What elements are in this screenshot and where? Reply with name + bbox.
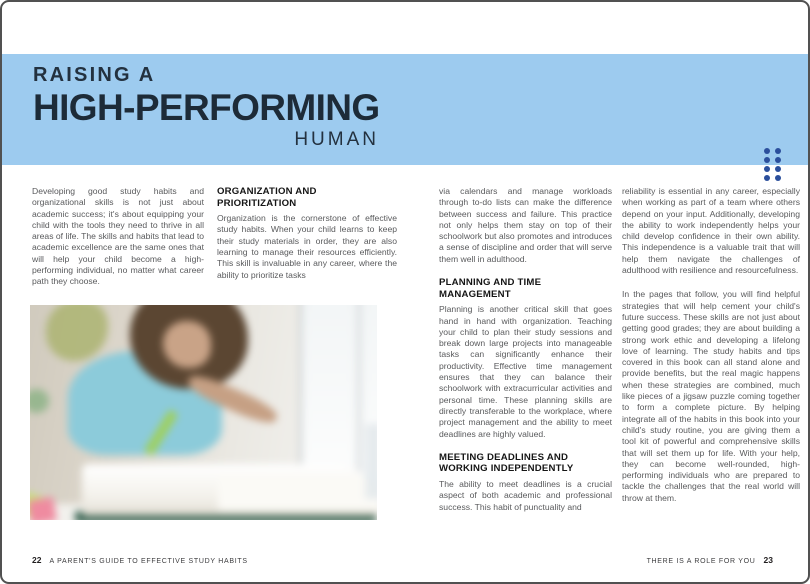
right-page-column-2 (622, 186, 800, 504)
dot-icon (775, 148, 781, 154)
intro-paragraph: Developing good study habits and organizational skills is not just about academic success; it's about equipping your child with the tools they need to thrive in all areas of life. The skills and habits that lead to academic excellence are the same ones that will help your child become a high-performing individual, no matter what career path they choose. (32, 186, 204, 287)
left-page-footer (32, 555, 248, 565)
left-page-column-2 (217, 186, 397, 281)
deadlines-paragraph: The ability to meet deadlines is a crucial aspect of both academic and professional success. This habit of punctuality and (439, 479, 612, 512)
section-heading-deadlines: MEETING DEADLINES AND WORKING INDEPENDENTLY (439, 451, 574, 475)
dot-grid-ornament (764, 148, 781, 181)
dot-icon (775, 157, 781, 163)
organization-paragraph: Organization is the cornerstone of effective study habits. When your child learns to keep their study materials in order, they are also learning to manage their resources efficiently. This skill is invaluable in any career, where the ability to prioritize tasks (217, 213, 397, 280)
dot-icon (775, 166, 781, 172)
closing-paragraph: In the pages that follow, you will find helpful strategies that will help cement your child's future success. These skills are not just about getting good grades; they are about building a strong work ethic and developing a lifelong love of learning. The study habits and tips covered in this book can all stand alone and provide benefits, but the real magic happens when these strategies are combined, much like pieces of a jigsaw puzzle coming together to form a complete picture. By helping integrate all of the habits in this book into your child's study routine, you are giving them a tool kit of powerful and comprehensive skills that will set them up for life. With your help, they can become well-rounded, high-performing individuals who are prepared to tackle the challenges that the real world will throw at them. (622, 289, 800, 503)
right-footer-text: THERE IS A ROLE FOR YOU (646, 558, 756, 565)
right-page-number: 23 (763, 555, 773, 565)
title-line-2: HIGH-PERFORMING (33, 87, 380, 128)
planning-paragraph: Planning is another critical skill that goes hand in hand with organization. Teaching your child to plan their study sessions and break down large projects into manageable tasks can significantly enhance their productivity. Effective time management ensures that they can balance their schoolwork with extracurricular activities and personal time. These planning skills are directly transferable to the workplace, where project management and the ability to meet deadlines are highly valued. (439, 304, 612, 439)
dot-icon (764, 175, 770, 181)
left-page-number: 22 (32, 555, 42, 565)
organization-paragraph-continued: via calendars and manage workloads through to-do lists can make the difference between success and failure. This practice not only helps them stay on top of their schoolwork but also promotes and introduces a sense of discipline and order that will serve them well in adulthood. (439, 186, 612, 264)
right-page-footer (647, 555, 773, 565)
student-writing-photo (30, 305, 377, 520)
section-heading-organization: ORGANIZATION AND PRIORITIZATION (217, 186, 317, 209)
photo-glass (365, 424, 377, 499)
right-page-column-1 (439, 186, 612, 513)
chapter-title (33, 64, 379, 151)
photo-girl-face (163, 321, 211, 368)
dot-icon (764, 166, 770, 172)
photo-book-pages-right (218, 474, 377, 512)
dot-icon (764, 157, 770, 163)
deadlines-paragraph-continued: reliability is essential in any career, especially when working as part of a team where others depend on your input. Additionally, developing the ability to work independently helps your child develop confidence in their own ability. This independence is a valuable trait that will help them navigate the challenges of adulthood with resilience and resourcefulness. (622, 186, 800, 276)
left-footer-text: A PARENT'S GUIDE TO EFFECTIVE STUDY HABITS (49, 558, 248, 565)
left-page-column-1 (32, 186, 204, 288)
dot-icon (775, 175, 781, 181)
photo-sticky-note-pink (30, 497, 57, 520)
section-heading-planning: PLANNING AND TIME MANAGEMENT (439, 277, 542, 300)
dot-icon (764, 148, 770, 154)
title-line-1: RAISING A (33, 64, 156, 86)
title-line-3: HUMAN (294, 129, 379, 150)
photo-scene (30, 305, 377, 520)
